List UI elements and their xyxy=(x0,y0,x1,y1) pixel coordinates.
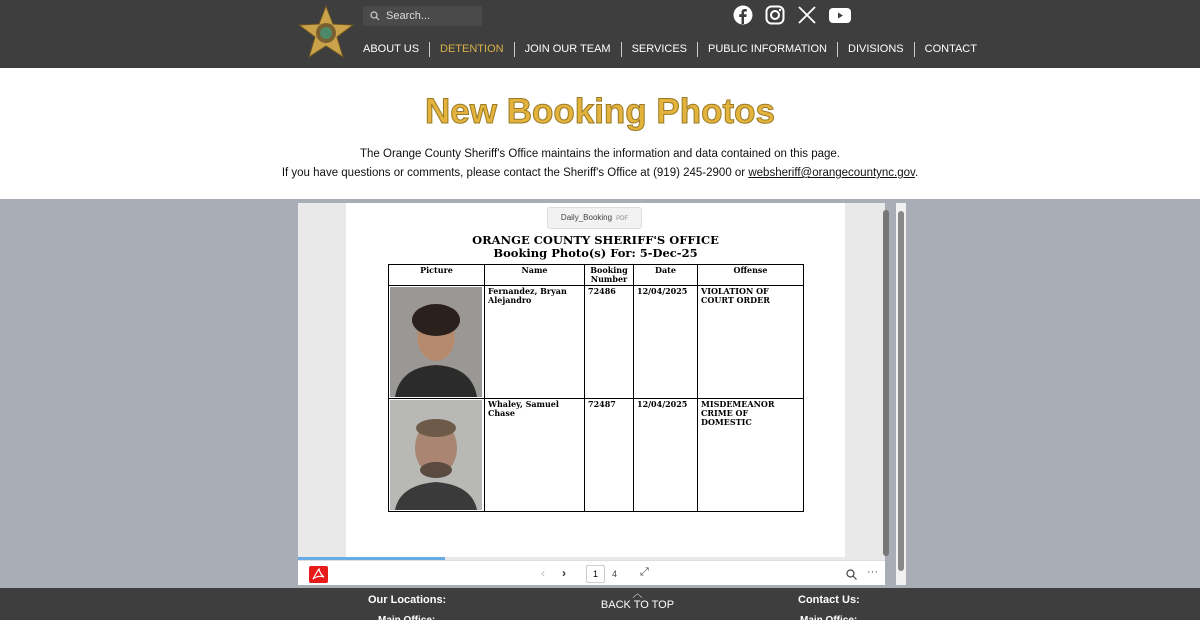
sheriff-badge-logo[interactable] xyxy=(296,4,356,64)
period: . xyxy=(914,167,919,179)
back-to-top-button[interactable] xyxy=(600,590,675,611)
col-name: Name xyxy=(485,265,585,286)
pdf-viewer[interactable] xyxy=(298,203,885,585)
instagram-icon[interactable] xyxy=(765,5,785,25)
pdf-toolbar xyxy=(298,560,885,585)
picture-cell xyxy=(389,399,485,512)
page-title: New Booking Photos xyxy=(425,92,775,131)
offense-cell: VIOLATION OF COURT ORDER xyxy=(698,286,804,399)
nav-services[interactable]: SERVICES xyxy=(621,42,697,57)
nav-public-information[interactable]: PUBLIC INFORMATION xyxy=(697,42,837,57)
site-footer xyxy=(0,588,1200,626)
booking-photo xyxy=(390,400,482,510)
name-cell: Whaley, Samuel Chase xyxy=(485,399,585,512)
number-cell: 72487 xyxy=(585,399,634,512)
name-cell: Fernandez, Bryan Alejandro xyxy=(485,286,585,399)
contact-main-office-label: Main Office: xyxy=(800,615,858,626)
nav-join-our-team[interactable]: JOIN OUR TEAM xyxy=(514,42,621,57)
col-date: Date xyxy=(634,265,698,286)
col-picture: Picture xyxy=(389,265,485,286)
table-row xyxy=(389,399,804,512)
youtube-icon[interactable] xyxy=(829,5,849,25)
contact-us-heading: Contact Us: xyxy=(798,594,860,606)
our-locations-heading: Our Locations: xyxy=(368,594,447,606)
search-placeholder: Search... xyxy=(386,10,431,22)
filename: Daily_Booking xyxy=(560,213,613,222)
pdf-page xyxy=(346,203,845,557)
offense-cell: MISDEMEANOR CRIME OF DOMESTIC xyxy=(698,399,804,512)
site-header xyxy=(0,0,1200,68)
total-pages: 4 xyxy=(612,569,618,579)
col-booking-number: Booking Number xyxy=(585,265,634,286)
facebook-icon[interactable] xyxy=(733,5,753,25)
contact-text xyxy=(0,167,1200,179)
pdf-filename-tab xyxy=(547,207,642,229)
search-icon[interactable] xyxy=(846,569,857,580)
info-text: The Orange County Sheriff's Office maintains the information and data contained on this page. xyxy=(360,148,840,160)
booking-photo xyxy=(390,287,482,397)
pdf-scrollbar[interactable] xyxy=(883,210,889,556)
more-options-icon[interactable]: ··· xyxy=(867,566,878,578)
booking-table xyxy=(388,264,804,512)
nav-divisions[interactable]: DIVISIONS xyxy=(837,42,914,57)
filetype: PDF xyxy=(616,216,629,222)
picture-cell xyxy=(389,286,485,399)
prev-page-icon[interactable]: ‹ xyxy=(541,566,545,580)
table-row xyxy=(389,286,804,399)
search-icon xyxy=(370,11,380,21)
email-link[interactable]: websheriff@orangecountync.gov xyxy=(748,167,915,179)
nav-detention[interactable]: DETENTION xyxy=(429,42,514,57)
frame-scrollbar[interactable] xyxy=(896,203,906,585)
number-cell: 72486 xyxy=(585,286,634,399)
date-cell: 12/04/2025 xyxy=(634,399,698,512)
main-office-label: Main Office: xyxy=(378,615,436,626)
nav-contact[interactable]: CONTACT xyxy=(914,42,987,57)
main-nav xyxy=(355,42,987,57)
contact-line: If you have questions or comments, please contact the Sheriff's Office at (919) 245-2900 or xyxy=(281,167,749,179)
back-to-top-label: BACK TO TOP xyxy=(600,599,675,611)
fullscreen-icon[interactable]: ⤢ xyxy=(640,566,649,578)
chevron-up-icon: ︿ xyxy=(632,589,643,600)
col-offense: Offense xyxy=(698,265,804,286)
page-number-input[interactable]: 1 xyxy=(586,565,605,583)
report-heading: ORANGE COUNTY SHERIFF'S OFFICE xyxy=(472,233,719,247)
search-input[interactable] xyxy=(363,6,482,26)
report-subheading: Booking Photo(s) For: 5-Dec-25 xyxy=(493,246,698,260)
date-cell: 12/04/2025 xyxy=(634,286,698,399)
nav-about-us[interactable]: ABOUT US xyxy=(363,43,420,55)
adobe-pdf-icon xyxy=(309,566,328,583)
x-icon[interactable] xyxy=(797,5,817,25)
next-page-icon[interactable]: › xyxy=(562,566,566,580)
